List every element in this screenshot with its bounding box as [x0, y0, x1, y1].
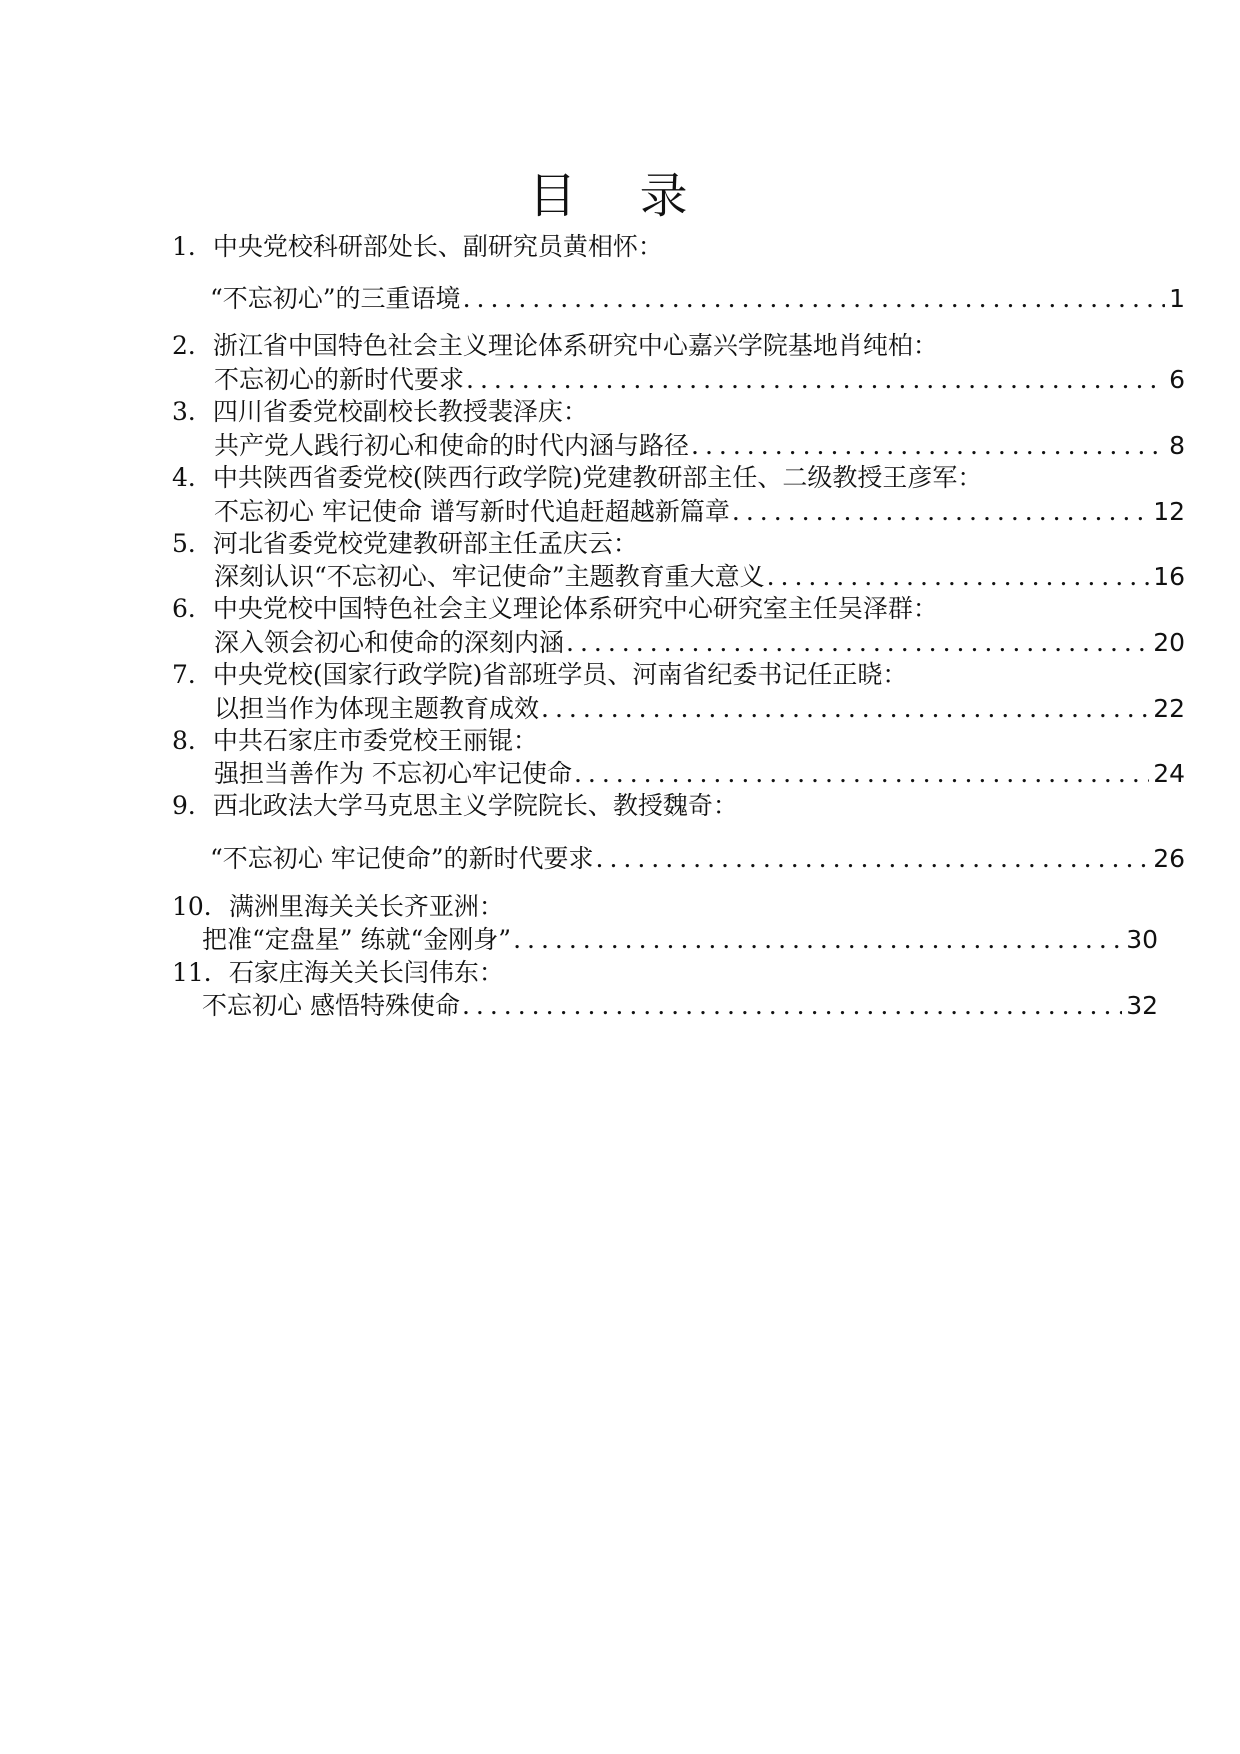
toc-page-number: 30 — [1126, 925, 1158, 954]
toc-number: 6． — [172, 594, 213, 623]
toc-page-number: 24 — [1153, 759, 1185, 788]
toc-author: 中央党校(国家行政学院)省部班学员、河南省纪委书记任正晓： — [212, 660, 908, 689]
toc-author: 满洲里海关关长齐亚洲： — [228, 892, 504, 921]
toc-page-number: 26 — [1153, 844, 1185, 873]
toc-number: 1． — [172, 232, 213, 261]
toc-heading — [172, 656, 907, 694]
toc-author: 中央党校科研部处长、副研究员黄相怀： — [212, 232, 663, 261]
toc-number: 9． — [172, 791, 213, 820]
toc-heading — [172, 327, 938, 365]
toc-author: 石家庄海关关长闫伟东： — [228, 958, 504, 987]
toc-number: 7． — [172, 660, 213, 689]
toc-page-number: 22 — [1153, 694, 1185, 723]
toc-number: 5． — [172, 529, 213, 558]
dot-leader — [596, 840, 1150, 878]
dot-leader — [513, 921, 1122, 959]
toc-page-number: 1 — [1169, 284, 1185, 313]
toc-entry-title: 以担当作为体现主题教育成效 — [214, 694, 540, 723]
toc-heading — [172, 459, 982, 497]
toc-entry-title: 强担当善作为 不忘初心牢记使命 — [214, 759, 572, 788]
toc-author: 西北政法大学马克思主义学院院长、教授魏奇： — [212, 791, 738, 820]
toc-author: 浙江省中国特色社会主义理论体系研究中心嘉兴学院基地肖纯柏： — [212, 331, 938, 360]
dot-leader — [462, 987, 1122, 1025]
toc-heading — [172, 228, 663, 266]
toc-heading — [172, 393, 588, 431]
dot-leader — [541, 690, 1149, 728]
toc-page-number: 20 — [1153, 628, 1185, 657]
toc-author: 中央党校中国特色社会主义理论体系研究中心研究室主任吴泽群： — [212, 594, 938, 623]
toc-entry-title: “不忘初心 牢记使命”的新时代要求 — [210, 844, 594, 873]
toc-number: 10． — [172, 892, 229, 921]
toc-number: 11． — [172, 958, 229, 987]
toc-page-number: 12 — [1153, 497, 1185, 526]
toc-page-number: 6 — [1169, 365, 1185, 394]
toc-author: 四川省委党校副校长教授裴泽庆： — [212, 397, 588, 426]
toc-heading — [172, 590, 938, 628]
toc-entry-title: 深刻认识“不忘初心、牢记使命”主题教育重大意义 — [214, 562, 765, 591]
dot-leader — [463, 280, 1166, 318]
toc-entry[interactable] — [210, 280, 1185, 318]
toc-entry-title: 不忘初心 牢记使命 谱写新时代追赶超越新篇章 — [214, 497, 730, 526]
toc-number: 8． — [172, 726, 213, 755]
toc-page-number: 32 — [1126, 991, 1158, 1020]
toc-entry-title: 把准“定盘星” 练就“金刚身” — [202, 925, 512, 954]
toc-entry-title: “不忘初心”的三重语境 — [210, 284, 461, 313]
toc-author: 河北省委党校党建教研部主任孟庆云： — [212, 529, 638, 558]
toc-entry-title: 共产党人践行初心和使命的时代内涵与路径 — [214, 431, 690, 460]
toc-entry[interactable] — [202, 987, 1158, 1025]
toc-author: 中共石家庄市委党校王丽锟： — [212, 726, 538, 755]
toc-number: 2． — [172, 331, 213, 360]
toc-entry-title: 深入领会初心和使命的深刻内涵 — [214, 628, 565, 657]
dot-leader — [732, 493, 1149, 531]
toc-number: 3． — [172, 397, 213, 426]
toc-entry[interactable] — [210, 840, 1185, 878]
toc-heading — [172, 787, 738, 825]
toc-page-number: 8 — [1169, 431, 1185, 460]
toc-entry-title: 不忘初心的新时代要求 — [214, 365, 465, 394]
toc-entry-title: 不忘初心 感悟特殊使命 — [202, 991, 460, 1020]
toc-page-number: 16 — [1153, 562, 1185, 591]
page-title: 目 录 — [528, 168, 712, 224]
toc-author: 中共陕西省委党校(陕西行政学院)党建教研部主任、二级教授王彦军： — [212, 463, 983, 492]
toc-number: 4． — [172, 463, 213, 492]
